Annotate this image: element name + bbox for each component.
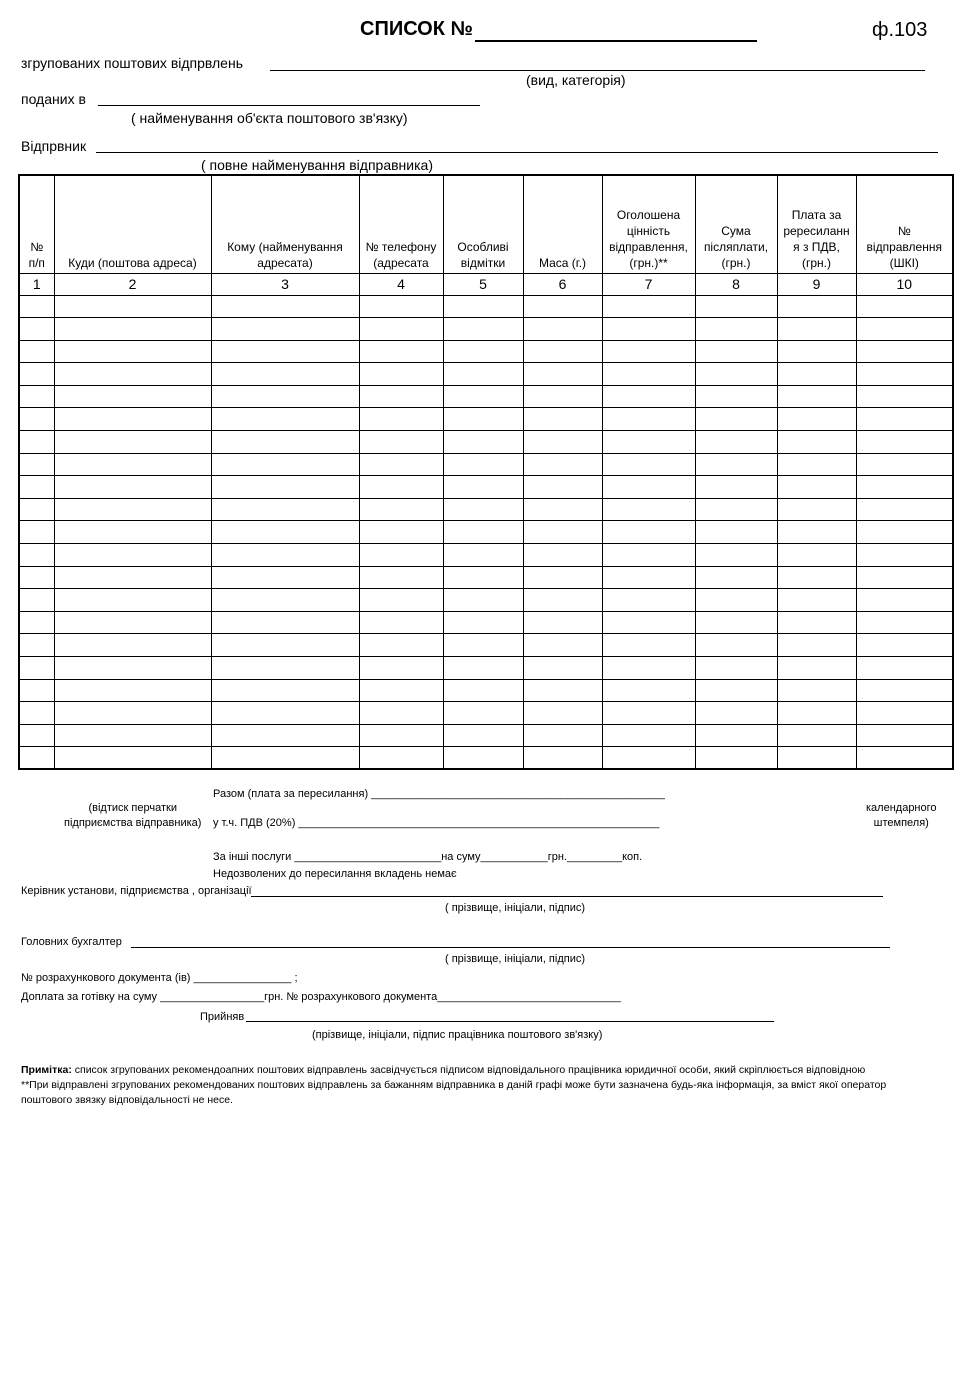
column-header-5: Особливі відмітки [443, 175, 523, 273]
table-cell[interactable] [777, 340, 856, 363]
column-number-6: 6 [523, 273, 602, 295]
table-cell[interactable] [443, 657, 523, 680]
total-line[interactable]: Разом (плата за пересилання) ________________________________________________ [213, 788, 665, 800]
column-number-1: 1 [19, 273, 54, 295]
table-cell[interactable] [602, 431, 695, 454]
table-cell[interactable] [777, 679, 856, 702]
table-cell[interactable] [602, 679, 695, 702]
table-cell[interactable] [695, 476, 777, 499]
column-number-row [19, 273, 953, 295]
table-cell[interactable] [211, 385, 359, 408]
table-cell[interactable] [54, 544, 211, 567]
sender-hint: ( повне найменування відправника) [201, 157, 433, 173]
table-cell[interactable] [19, 521, 54, 544]
table-cell[interactable] [359, 476, 443, 499]
accountant-signature-field[interactable] [131, 947, 890, 948]
table-cell[interactable] [359, 544, 443, 567]
table-cell[interactable] [602, 453, 695, 476]
column-number-7: 7 [602, 273, 695, 295]
grouped-field[interactable] [270, 70, 925, 71]
table-row [19, 747, 953, 770]
table-cell[interactable] [359, 408, 443, 431]
table-cell[interactable] [777, 498, 856, 521]
column-header-7: Оголошена цінність відправлення, (грн.)** [602, 175, 695, 273]
table-cell[interactable] [19, 295, 54, 318]
table-cell[interactable] [523, 476, 602, 499]
table-row [19, 295, 953, 318]
column-number-8: 8 [695, 273, 777, 295]
table-cell[interactable] [211, 431, 359, 454]
stamp-right-caption: календарного штемпеля) [866, 802, 937, 829]
sender-field[interactable] [96, 152, 938, 153]
table-cell[interactable] [695, 295, 777, 318]
table-cell[interactable] [695, 657, 777, 680]
table-cell[interactable] [359, 657, 443, 680]
table-cell[interactable] [19, 385, 54, 408]
table-row [19, 431, 953, 454]
table-cell[interactable] [695, 385, 777, 408]
table-header-row [19, 175, 953, 273]
footnote-line-2: **При відправлені згрупованих рекомендованих поштових відправлень за бажанням відправника в даній графі може бути зазначена будь-яка інформація, за вміст якої оператор поштового звязку відповідальності не несе. [21, 1079, 887, 1106]
table-cell[interactable] [54, 566, 211, 589]
table-cell[interactable] [523, 521, 602, 544]
table-cell[interactable] [443, 566, 523, 589]
column-header-1: № п/п [19, 175, 54, 273]
table-cell[interactable] [856, 408, 953, 431]
table-cell[interactable] [523, 498, 602, 521]
table-cell[interactable] [443, 318, 523, 341]
table-cell[interactable] [54, 724, 211, 747]
sender-label: Відпрвник [21, 138, 87, 154]
table-cell[interactable] [359, 453, 443, 476]
table-cell[interactable] [695, 611, 777, 634]
table-cell[interactable] [695, 566, 777, 589]
table-cell[interactable] [54, 453, 211, 476]
table-cell[interactable] [211, 634, 359, 657]
table-cell[interactable] [777, 295, 856, 318]
footnote [21, 1063, 921, 1108]
table-cell[interactable] [856, 702, 953, 725]
table-cell[interactable] [359, 566, 443, 589]
table-cell[interactable] [54, 318, 211, 341]
table-cell[interactable] [777, 634, 856, 657]
table-cell[interactable] [856, 498, 953, 521]
table-cell[interactable] [695, 431, 777, 454]
table-cell[interactable] [443, 498, 523, 521]
table-cell[interactable] [777, 431, 856, 454]
table-row [19, 340, 953, 363]
table-cell[interactable] [54, 657, 211, 680]
table-cell[interactable] [523, 747, 602, 770]
table-cell[interactable] [523, 385, 602, 408]
submitted-hint: ( найменування об'єкта поштового зв'язку) [131, 110, 408, 126]
column-number-9: 9 [777, 273, 856, 295]
table-cell[interactable] [777, 544, 856, 567]
column-header-2: Куди (поштова адреса) [54, 175, 211, 273]
column-number-10: 10 [856, 273, 953, 295]
form-code: ф.103 [872, 19, 928, 41]
table-cell[interactable] [856, 318, 953, 341]
table-cell[interactable] [523, 408, 602, 431]
table-cell[interactable] [211, 679, 359, 702]
table-cell[interactable] [19, 589, 54, 612]
table-cell[interactable] [523, 363, 602, 386]
table-cell[interactable] [19, 724, 54, 747]
table-cell[interactable] [19, 611, 54, 634]
shipments-table [18, 174, 954, 770]
table-cell[interactable] [856, 747, 953, 770]
table-cell[interactable] [856, 657, 953, 680]
table-row [19, 724, 953, 747]
table-cell[interactable] [443, 544, 523, 567]
table-cell[interactable] [523, 566, 602, 589]
table-cell[interactable] [602, 566, 695, 589]
table-cell[interactable] [443, 589, 523, 612]
table-cell[interactable] [856, 589, 953, 612]
table-cell[interactable] [19, 544, 54, 567]
table-row [19, 498, 953, 521]
table-cell[interactable] [443, 363, 523, 386]
table-cell[interactable] [777, 702, 856, 725]
table-cell[interactable] [54, 476, 211, 499]
table-cell[interactable] [602, 702, 695, 725]
table-cell[interactable] [602, 544, 695, 567]
table-cell[interactable] [443, 385, 523, 408]
table-row [19, 589, 953, 612]
list-number-field[interactable] [475, 40, 757, 42]
table-cell[interactable] [523, 702, 602, 725]
surcharge-line[interactable]: Доплата за готівку на суму _________________грн. № розрахункового документа______________________________ [21, 991, 621, 1003]
column-header-9: Плата за pересиланн я з ПДВ, (грн.) [777, 175, 856, 273]
table-cell[interactable] [602, 724, 695, 747]
form-title: СПИСОК № [360, 18, 473, 40]
table-cell[interactable] [695, 747, 777, 770]
table-row [19, 702, 953, 725]
table-cell[interactable] [211, 589, 359, 612]
table-cell[interactable] [211, 363, 359, 386]
column-header-8: Сума післяплати, (грн.) [695, 175, 777, 273]
table-cell[interactable] [19, 679, 54, 702]
table-cell[interactable] [695, 408, 777, 431]
table-cell[interactable] [856, 611, 953, 634]
table-cell[interactable] [856, 679, 953, 702]
table-cell[interactable] [443, 521, 523, 544]
table-cell[interactable] [856, 724, 953, 747]
other-services-line[interactable]: За інші послуги ________________________на суму___________грн._________коп. [213, 851, 643, 863]
table-cell[interactable] [602, 589, 695, 612]
table-cell[interactable] [443, 408, 523, 431]
table-cell[interactable] [19, 566, 54, 589]
head-label: Керівник установи, підприємства , організації [21, 885, 252, 897]
table-row [19, 363, 953, 386]
table-cell[interactable] [443, 295, 523, 318]
table-cell[interactable] [211, 657, 359, 680]
table-cell[interactable] [777, 724, 856, 747]
table-cell[interactable] [19, 634, 54, 657]
column-header-10: № відправлення (ШКІ) [856, 175, 953, 273]
table-cell[interactable] [777, 611, 856, 634]
table-cell[interactable] [695, 544, 777, 567]
table-cell[interactable] [856, 521, 953, 544]
table-cell[interactable] [54, 611, 211, 634]
table-cell[interactable] [443, 453, 523, 476]
table-cell[interactable] [211, 295, 359, 318]
table-cell[interactable] [211, 702, 359, 725]
column-header-6: Маса (г.) [523, 175, 602, 273]
table-cell[interactable] [19, 363, 54, 386]
head-signature-field[interactable] [251, 896, 883, 897]
table-cell[interactable] [19, 453, 54, 476]
table-cell[interactable] [443, 611, 523, 634]
table-cell[interactable] [211, 408, 359, 431]
table-cell[interactable] [602, 340, 695, 363]
table-cell[interactable] [523, 589, 602, 612]
table-cell[interactable] [359, 724, 443, 747]
table-cell[interactable] [602, 521, 695, 544]
table-cell[interactable] [695, 724, 777, 747]
table-cell[interactable] [602, 657, 695, 680]
table-cell[interactable] [359, 340, 443, 363]
table-cell[interactable] [19, 476, 54, 499]
table-cell[interactable] [54, 679, 211, 702]
column-number-3: 3 [211, 273, 359, 295]
table-row [19, 408, 953, 431]
table-row [19, 611, 953, 634]
table-cell[interactable] [856, 363, 953, 386]
table-cell[interactable] [54, 363, 211, 386]
table-row [19, 318, 953, 341]
table-cell[interactable] [523, 295, 602, 318]
table-cell[interactable] [695, 318, 777, 341]
table-cell[interactable] [602, 498, 695, 521]
table-row [19, 385, 953, 408]
table-row [19, 679, 953, 702]
table-cell[interactable] [211, 544, 359, 567]
table-cell[interactable] [856, 295, 953, 318]
column-number-2: 2 [54, 273, 211, 295]
table-cell[interactable] [359, 747, 443, 770]
table-cell[interactable] [523, 544, 602, 567]
table-cell[interactable] [211, 724, 359, 747]
table-cell[interactable] [19, 657, 54, 680]
table-cell[interactable] [523, 611, 602, 634]
table-cell[interactable] [54, 431, 211, 454]
table-cell[interactable] [443, 702, 523, 725]
column-header-3: Кому (найменування адресата) [211, 175, 359, 273]
table-cell[interactable] [602, 318, 695, 341]
table-cell[interactable] [54, 385, 211, 408]
submitted-field[interactable] [98, 105, 480, 106]
table-cell[interactable] [695, 498, 777, 521]
table-cell[interactable] [54, 340, 211, 363]
accepted-signature-field[interactable] [246, 1021, 774, 1022]
table-cell[interactable] [777, 589, 856, 612]
table-cell[interactable] [602, 476, 695, 499]
stamp-left-caption: (відтиск перчатки підприємства відправника) [64, 802, 202, 829]
table-cell[interactable] [359, 295, 443, 318]
table-cell[interactable] [777, 566, 856, 589]
table-cell[interactable] [523, 724, 602, 747]
table-cell[interactable] [54, 498, 211, 521]
column-header-4: № телефону (адресата [359, 175, 443, 273]
table-cell[interactable] [211, 318, 359, 341]
table-cell[interactable] [359, 611, 443, 634]
table-cell[interactable] [359, 431, 443, 454]
table-cell[interactable] [695, 521, 777, 544]
table-cell[interactable] [777, 453, 856, 476]
table-cell[interactable] [54, 589, 211, 612]
table-cell[interactable] [211, 566, 359, 589]
settlement-doc-line[interactable]: № розрахункового документа (ів) ________________ ; [21, 972, 298, 984]
table-cell[interactable] [602, 363, 695, 386]
table-cell[interactable] [19, 431, 54, 454]
table-cell[interactable] [211, 521, 359, 544]
table-cell[interactable] [602, 295, 695, 318]
table-cell[interactable] [54, 295, 211, 318]
table-cell[interactable] [523, 431, 602, 454]
table-cell[interactable] [19, 747, 54, 770]
table-cell[interactable] [54, 702, 211, 725]
table-cell[interactable] [602, 408, 695, 431]
table-cell[interactable] [211, 611, 359, 634]
table-cell[interactable] [359, 385, 443, 408]
table-cell[interactable] [211, 476, 359, 499]
table-cell[interactable] [54, 408, 211, 431]
head-hint: ( прізвище, ініціали, підпис) [445, 902, 586, 914]
table-cell[interactable] [602, 747, 695, 770]
table-cell[interactable] [359, 521, 443, 544]
footnote-prefix: Примітка: [21, 1064, 72, 1076]
table-cell[interactable] [359, 702, 443, 725]
table-cell[interactable] [856, 453, 953, 476]
table-cell[interactable] [443, 431, 523, 454]
table-cell[interactable] [54, 747, 211, 770]
table-cell[interactable] [777, 476, 856, 499]
table-cell[interactable] [19, 498, 54, 521]
table-cell[interactable] [777, 385, 856, 408]
table-cell[interactable] [695, 363, 777, 386]
table-cell[interactable] [777, 363, 856, 386]
table-cell[interactable] [443, 724, 523, 747]
table-cell[interactable] [359, 679, 443, 702]
table-cell[interactable] [856, 544, 953, 567]
table-cell[interactable] [856, 385, 953, 408]
table-row [19, 657, 953, 680]
table-cell[interactable] [19, 340, 54, 363]
accepted-label: Прийняв [200, 1011, 245, 1023]
table-cell[interactable] [777, 657, 856, 680]
table-cell[interactable] [695, 634, 777, 657]
table-cell[interactable] [856, 566, 953, 589]
table-cell[interactable] [856, 476, 953, 499]
table-cell[interactable] [211, 498, 359, 521]
table-cell[interactable] [523, 657, 602, 680]
grouped-label: згрупованих поштових відпрвлень [21, 55, 243, 71]
table-cell[interactable] [695, 340, 777, 363]
table-cell[interactable] [359, 634, 443, 657]
table-row [19, 453, 953, 476]
table-cell[interactable] [777, 318, 856, 341]
table-cell[interactable] [602, 385, 695, 408]
table-cell[interactable] [54, 521, 211, 544]
table-cell[interactable] [19, 702, 54, 725]
column-number-4: 4 [359, 273, 443, 295]
table-row [19, 521, 953, 544]
table-row [19, 476, 953, 499]
table-cell[interactable] [695, 589, 777, 612]
column-number-5: 5 [443, 273, 523, 295]
table-cell[interactable] [19, 408, 54, 431]
not-allowed-text: Недозволених до пересилання вкладень немає [213, 868, 457, 880]
table-cell[interactable] [443, 679, 523, 702]
table-cell[interactable] [54, 634, 211, 657]
grouped-hint: (вид, категорія) [526, 72, 626, 88]
table-cell[interactable] [602, 611, 695, 634]
table-cell[interactable] [359, 363, 443, 386]
table-cell[interactable] [523, 679, 602, 702]
table-cell[interactable] [523, 318, 602, 341]
accepted-hint: (прізвище, ініціали, підпис працівника поштового зв'язку) [312, 1029, 603, 1041]
table-cell[interactable] [523, 453, 602, 476]
table-cell[interactable] [602, 634, 695, 657]
footnote-line-1: список згрупованих рекомендоапних поштових відправлень засвідчується підписом відповідального працівника юридичної особи, який скріплюється відповідною [71, 1064, 866, 1076]
table-cell[interactable] [856, 340, 953, 363]
table-cell[interactable] [443, 476, 523, 499]
table-cell[interactable] [777, 408, 856, 431]
vat-line[interactable]: у т.ч. ПДВ (20%) ___________________________________________________________ [213, 817, 660, 829]
accountant-hint: ( прізвище, ініціали, підпис) [445, 953, 586, 965]
table-cell[interactable] [211, 453, 359, 476]
table-cell[interactable] [211, 747, 359, 770]
table-cell[interactable] [443, 634, 523, 657]
table-cell[interactable] [359, 589, 443, 612]
table-cell[interactable] [211, 340, 359, 363]
table-row [19, 544, 953, 567]
table-cell[interactable] [777, 747, 856, 770]
accountant-label: Головних бухгалтер [21, 936, 122, 948]
table-cell[interactable] [777, 521, 856, 544]
table-cell[interactable] [695, 679, 777, 702]
table-cell[interactable] [443, 747, 523, 770]
submitted-label: поданих в [21, 91, 86, 107]
table-cell[interactable] [523, 634, 602, 657]
table-cell[interactable] [695, 453, 777, 476]
table-cell[interactable] [19, 318, 54, 341]
table-cell[interactable] [443, 340, 523, 363]
table-cell[interactable] [695, 702, 777, 725]
table-cell[interactable] [359, 318, 443, 341]
table-cell[interactable] [856, 431, 953, 454]
table-row [19, 634, 953, 657]
table-row [19, 566, 953, 589]
table-cell[interactable] [523, 340, 602, 363]
table-cell[interactable] [359, 498, 443, 521]
table-cell[interactable] [856, 634, 953, 657]
